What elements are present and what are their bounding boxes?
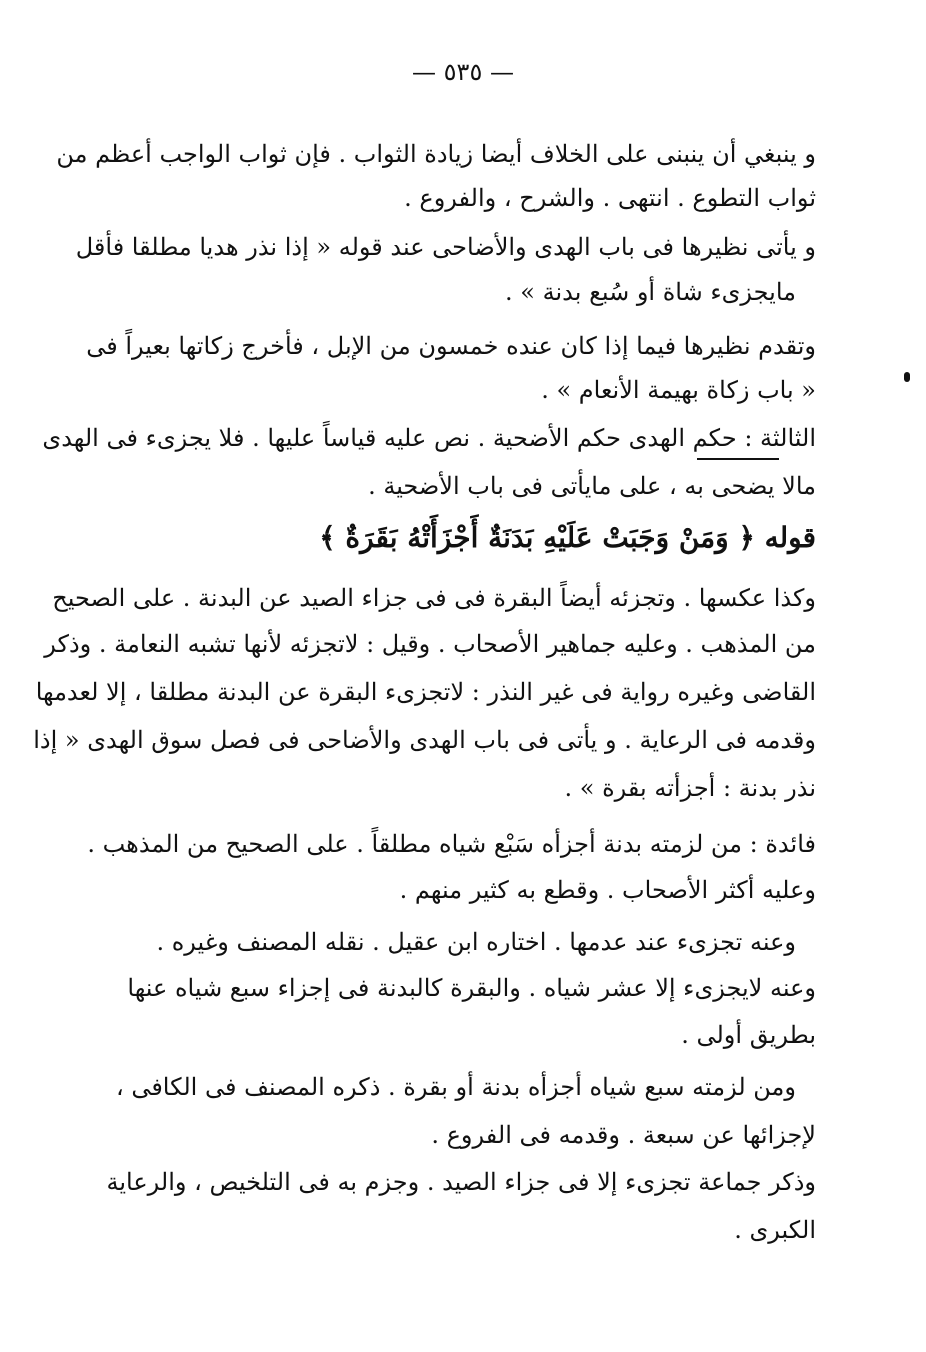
text-line: نذر بدنة : أجزأته بقرة » . [564,774,816,802]
text-line: من المذهب . وعليه جماهير الأصحاب . وقيل : لاتجزئه لأنها تشبه النعامة . وذكر [44,630,816,658]
text-line: و ينبغي أن ينبنى على الخلاف أيضا زيادة الثواب . فإن ثواب الواجب أعظم من [56,140,816,168]
text-line: وعنه تجزىء عند عدمها . اختاره ابن عقيل . نقله المصنف وغيره . [156,928,796,956]
page-number: — ٥٣٥ — [412,58,514,86]
text-line: « باب زكاة بهيمة الأنعام » . [541,376,816,404]
text-line: الكبرى . [734,1216,816,1244]
text-line: لإجزائها عن سبعة . وقدمه فى الفروع . [431,1121,816,1149]
text-line: مالا يضحى به ، على مايأتى فى باب الأضحية . [368,472,816,500]
text-line: ومن لزمته سبع شياه أجزأه بدنة أو بقرة . ذكره المصنف فى الكافى ، [115,1073,796,1101]
section-heading: قوله ﴿ وَمَنْ وَجَبَتْ عَلَيْهِ بَدَنَةٌ أَجْزَأَتْهُ بَقَرَةٌ ﴾ [319,521,816,554]
underline-decoration [697,458,779,460]
text-line: وذكر جماعة تجزىء إلا فى جزاء الصيد . وجزم به فى التلخيص ، والرعاية [106,1168,816,1196]
text-line: بطريق أولى . [681,1021,816,1049]
text-line: وتقدم نظيرها فيما إذا كان عنده خمسون من الإبل ، فأخرج زكاتها بعيراً فى [86,332,816,360]
text-line: القاضى وغيره رواية فى غير النذر : لاتجزىء البقرة عن البدنة مطلقا ، إلا لعدمها [35,678,816,706]
text-line: فائدة : من لزمته بدنة أجزأه سَبْع شياه مطلقاً . على الصحيح من المذهب . [87,830,816,858]
text-line: الثالثة : حكم الهدى حكم الأضحية . نص عليه قياساً عليها . فلا يجزىء فى الهدى [42,424,816,452]
text-line: وعليه أكثر الأصحاب . وقطع به كثير منهم . [399,876,816,904]
text-line: مايجزىء شاة أو سُبع بدنة » . [505,278,796,306]
text-line: ثواب التطوع . انتهى . والشرح ، والفروع . [404,184,816,212]
text-line: وكذا عكسها . وتجزئه أيضاً البقرة فى فى جزاء الصيد عن البدنة . على الصحيح [52,584,816,612]
text-line: و يأتى نظيرها فى باب الهدى والأضاحى عند قوله « إذا نذر هديا مطلقا فأقل [75,233,816,261]
text-line: وعنه لايجزىء إلا عشر شياه . والبقرة كالبدنة فى إجزاء سبع شياه عنها [127,974,816,1002]
margin-mark [904,372,910,382]
text-line: وقدمه فى الرعاية . و يأتى فى باب الهدى والأضاحى فى فصل سوق الهدى « إذا [33,726,816,754]
